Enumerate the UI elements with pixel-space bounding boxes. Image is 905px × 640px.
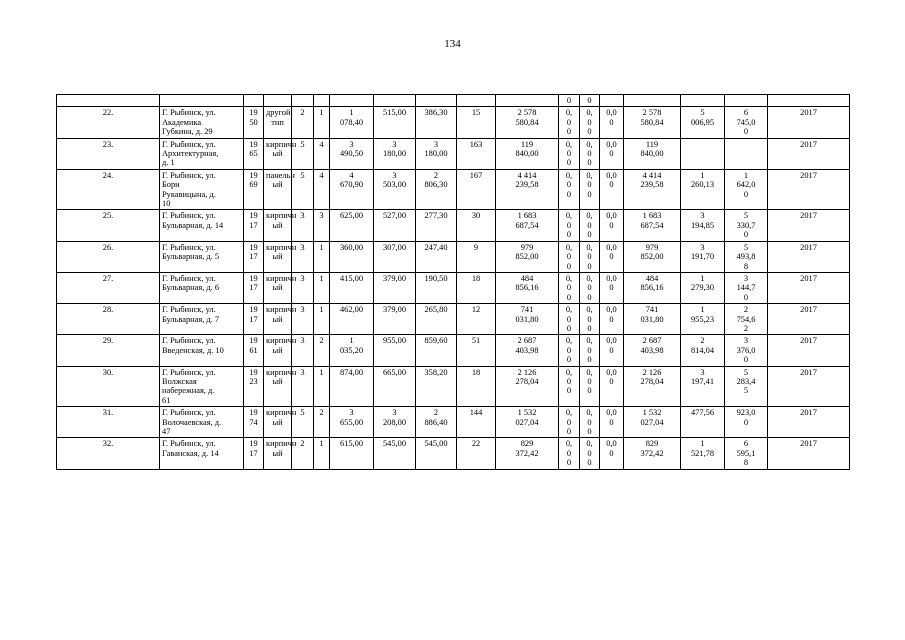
table-row-continued	[57, 95, 850, 107]
table-cell: 5 006,95	[681, 107, 725, 138]
table-cell: 2017	[768, 407, 850, 438]
table-cell: 3 376,0 0	[725, 335, 768, 366]
table-cell: 19 65	[244, 138, 264, 169]
table-cell: 0, 0 0	[559, 407, 580, 438]
table-cell: 19 69	[244, 169, 264, 210]
table-row	[57, 210, 850, 241]
table-cell: 4	[314, 138, 330, 169]
table-cell: 0, 0 0	[580, 210, 600, 241]
table-cell: 2017	[768, 169, 850, 210]
table-cell: 741 031,80	[496, 304, 559, 335]
table-cell: 1	[314, 438, 330, 469]
table-cell	[292, 95, 314, 107]
table-cell: 19 23	[244, 366, 264, 407]
table-cell: 741 031,80	[624, 304, 681, 335]
table-cell: 545,00	[416, 438, 457, 469]
table-cell: 1 955,23	[681, 304, 725, 335]
table-cell: 0, 0 0	[580, 272, 600, 303]
table-cell: 3	[292, 272, 314, 303]
table-cell: 3	[292, 241, 314, 272]
table-cell: 979 852,00	[624, 241, 681, 272]
table-cell: 2 814,04	[681, 335, 725, 366]
table-cell: Г. Рыбинск, ул. Волжская набережная, д. 61	[160, 366, 244, 407]
table-cell: 358,20	[416, 366, 457, 407]
table-cell: 2017	[768, 241, 850, 272]
table-cell: 0, 0 0	[580, 335, 600, 366]
table-cell: 18	[457, 272, 496, 303]
table-cell: 2 126 278,04	[624, 366, 681, 407]
table-cell: 23.	[57, 138, 160, 169]
table-cell: 19 17	[244, 272, 264, 303]
table-cell: 307,00	[374, 241, 416, 272]
table-cell: 2017	[768, 304, 850, 335]
table-cell: 3 191,70	[681, 241, 725, 272]
table-cell: 2 687 403,98	[624, 335, 681, 366]
table-cell: 19 61	[244, 335, 264, 366]
table-cell: 31.	[57, 407, 160, 438]
table-cell: 119 840,00	[624, 138, 681, 169]
table-cell: 167	[457, 169, 496, 210]
table-cell: 0,0 0	[600, 210, 624, 241]
table-cell: Г. Рыбинск, ул. Архитектурная, д. 1	[160, 138, 244, 169]
table-row	[57, 272, 850, 303]
table-row	[57, 304, 850, 335]
table-cell: 2017	[768, 366, 850, 407]
table-cell: 0, 0 0	[559, 210, 580, 241]
table-cell: кирпичн ый	[264, 335, 292, 366]
table-cell: 3	[292, 304, 314, 335]
table-cell: Г. Рыбинск, ул. Введенская, д. 10	[160, 335, 244, 366]
table-cell: 19 17	[244, 438, 264, 469]
table-cell: 1 279,30	[681, 272, 725, 303]
table-cell	[725, 95, 768, 107]
table-cell	[416, 95, 457, 107]
table-cell: Г. Рыбинск, ул. Гаванская, д. 14	[160, 438, 244, 469]
table-cell: 3 180,00	[374, 138, 416, 169]
table-cell: 955,00	[374, 335, 416, 366]
table-cell: 19 74	[244, 407, 264, 438]
table-cell: 190,50	[416, 272, 457, 303]
table-cell: 27.	[57, 272, 160, 303]
table-cell	[244, 95, 264, 107]
table-cell: 1 642,0 0	[725, 169, 768, 210]
table-row	[57, 241, 850, 272]
table-cell: 923,0 0	[725, 407, 768, 438]
table-cell: 163	[457, 138, 496, 169]
table-cell	[681, 95, 725, 107]
table-cell: 484 856,16	[496, 272, 559, 303]
table-cell	[768, 95, 850, 107]
table-cell: 874,00	[330, 366, 374, 407]
table-cell: 2 806,30	[416, 169, 457, 210]
table-cell: 0, 0 0	[559, 241, 580, 272]
table-cell: 0,0 0	[600, 241, 624, 272]
table-cell	[330, 95, 374, 107]
table-cell: 0, 0 0	[580, 241, 600, 272]
table-cell: 6 745,0 0	[725, 107, 768, 138]
table-cell: 2017	[768, 138, 850, 169]
table-cell: 0, 0 0	[559, 169, 580, 210]
table-cell: 3 503,00	[374, 169, 416, 210]
table-cell: 19 17	[244, 304, 264, 335]
table-row	[57, 138, 850, 169]
table-cell: Г. Рыбинск, ул. Бульварная, д. 7	[160, 304, 244, 335]
table-cell: кирпичн ый	[264, 138, 292, 169]
table-cell: 1 521,78	[681, 438, 725, 469]
table-cell: 0, 0 0	[580, 138, 600, 169]
table-cell: Г. Рыбинск, ул. Бульварная, д. 6	[160, 272, 244, 303]
table-cell: 4 670,90	[330, 169, 374, 210]
table-cell: 19 17	[244, 210, 264, 241]
table-cell: 0,0 0	[600, 107, 624, 138]
table-cell: 2	[314, 407, 330, 438]
table-cell: 515,00	[374, 107, 416, 138]
table-cell: 5	[292, 169, 314, 210]
table-cell	[725, 138, 768, 169]
table-cell: 0, 0 0	[580, 304, 600, 335]
table-cell: кирпичн ый	[264, 366, 292, 407]
table-cell: 379,00	[374, 272, 416, 303]
table-cell: кирпичн ый	[264, 407, 292, 438]
table-cell	[57, 95, 160, 107]
table-cell	[314, 95, 330, 107]
table-cell: 30.	[57, 366, 160, 407]
table-cell: 24.	[57, 169, 160, 210]
table-cell: 484 856,16	[624, 272, 681, 303]
table-cell: 30	[457, 210, 496, 241]
table-cell: кирпичн ый	[264, 272, 292, 303]
table-cell: 2017	[768, 438, 850, 469]
table-cell: 18	[457, 366, 496, 407]
table-cell: 379,00	[374, 304, 416, 335]
table-cell: 2 126 278,04	[496, 366, 559, 407]
table-cell: 829 372,42	[496, 438, 559, 469]
table-cell: 360,00	[330, 241, 374, 272]
table-cell: 3 180,00	[416, 138, 457, 169]
table-cell: 1 078,40	[330, 107, 374, 138]
table-cell	[160, 95, 244, 107]
table-cell: 527,00	[374, 210, 416, 241]
table-cell: 0, 0 0	[559, 438, 580, 469]
table-cell: 2	[292, 107, 314, 138]
table-cell: 3 144,7 0	[725, 272, 768, 303]
table-cell: 5 283,4 5	[725, 366, 768, 407]
table-cell: 3	[314, 210, 330, 241]
table-cell: 5 330,7 0	[725, 210, 768, 241]
table-cell: 2 578 580,84	[496, 107, 559, 138]
table-cell: 28.	[57, 304, 160, 335]
table-cell	[600, 95, 624, 107]
table-cell: 3 194,85	[681, 210, 725, 241]
table-cell: 0	[580, 95, 600, 107]
table-cell: 1 683 687,54	[624, 210, 681, 241]
table-cell: 0,0 0	[600, 138, 624, 169]
table-row	[57, 335, 850, 366]
table-cell	[374, 95, 416, 107]
table-cell: 2017	[768, 272, 850, 303]
table-cell: 625,00	[330, 210, 374, 241]
table-cell: 144	[457, 407, 496, 438]
table-cell: 5	[292, 407, 314, 438]
table-cell: Г. Рыбинск, ул. Волочаевская, д. 47	[160, 407, 244, 438]
table-cell: 3	[292, 335, 314, 366]
table-cell: 6 595,1 8	[725, 438, 768, 469]
table-cell: 0	[559, 95, 580, 107]
table-cell: 1	[314, 304, 330, 335]
table-cell: 3 197,41	[681, 366, 725, 407]
table-cell: 545,00	[374, 438, 416, 469]
table-cell: 247,40	[416, 241, 457, 272]
table-cell: 32.	[57, 438, 160, 469]
table-row	[57, 366, 850, 407]
table-cell	[496, 95, 559, 107]
table-cell: 9	[457, 241, 496, 272]
table-cell: Г. Рыбинск, ул. Бори Рукавицына, д. 10	[160, 169, 244, 210]
table-cell: 477,56	[681, 407, 725, 438]
table-cell: 859,60	[416, 335, 457, 366]
table-cell: 0, 0 0	[580, 107, 600, 138]
table-row	[57, 107, 850, 138]
table-cell: 665,00	[374, 366, 416, 407]
table-cell: 4 414 239,58	[496, 169, 559, 210]
table-cell	[681, 138, 725, 169]
table-cell: 1	[314, 366, 330, 407]
table-cell: 0, 0 0	[559, 366, 580, 407]
table-cell: панельн ый	[264, 169, 292, 210]
table-cell: 265,80	[416, 304, 457, 335]
table-cell: 3	[292, 210, 314, 241]
table-cell: 0, 0 0	[559, 272, 580, 303]
table-cell: кирпичн ый	[264, 438, 292, 469]
table-cell: 979 852,00	[496, 241, 559, 272]
table-cell: 119 840,00	[496, 138, 559, 169]
table-cell: 462,00	[330, 304, 374, 335]
table-cell: 1	[314, 107, 330, 138]
table-cell: 19 17	[244, 241, 264, 272]
table-cell: 0,0 0	[600, 304, 624, 335]
table-cell: кирпичн ый	[264, 241, 292, 272]
table-cell: 2	[292, 438, 314, 469]
table-cell: 1 532 027,04	[496, 407, 559, 438]
table-cell: 2 687 403,98	[496, 335, 559, 366]
table-cell: 386,30	[416, 107, 457, 138]
table-cell: 5 493,8 8	[725, 241, 768, 272]
table-cell: 22	[457, 438, 496, 469]
table-cell: 0, 0 0	[559, 138, 580, 169]
table-cell: другой тип	[264, 107, 292, 138]
table-cell	[624, 95, 681, 107]
table-cell: 2 886,40	[416, 407, 457, 438]
table-cell: 12	[457, 304, 496, 335]
table-cell: Г. Рыбинск, ул. Академика Губкина, д. 29	[160, 107, 244, 138]
table-cell: 1	[314, 272, 330, 303]
table-cell: 277,30	[416, 210, 457, 241]
table-cell: 4 414 239,58	[624, 169, 681, 210]
table-cell: 26.	[57, 241, 160, 272]
table-cell: 2 578 580,84	[624, 107, 681, 138]
table-cell: 0,0 0	[600, 407, 624, 438]
table-cell: кирпичн ый	[264, 304, 292, 335]
table-cell: 2	[314, 335, 330, 366]
table-cell: 22.	[57, 107, 160, 138]
table-cell: 3 208,00	[374, 407, 416, 438]
table-cell: 0, 0 0	[559, 107, 580, 138]
table-row	[57, 407, 850, 438]
table-cell	[264, 95, 292, 107]
table-cell: 2017	[768, 335, 850, 366]
table-cell: 3 490,50	[330, 138, 374, 169]
table-cell: 0,0 0	[600, 438, 624, 469]
table-cell: 1 035,20	[330, 335, 374, 366]
table-cell: Г. Рыбинск, ул. Бульварная, д. 5	[160, 241, 244, 272]
table-cell: 15	[457, 107, 496, 138]
table-cell: 0,0 0	[600, 335, 624, 366]
table-cell: 3	[292, 366, 314, 407]
table-cell: 25.	[57, 210, 160, 241]
table-cell: 29.	[57, 335, 160, 366]
table-cell: 0, 0 0	[559, 335, 580, 366]
housing-table	[56, 94, 850, 470]
table-cell: 1	[314, 241, 330, 272]
table-cell: 829 372,42	[624, 438, 681, 469]
page-number: 134	[444, 38, 461, 50]
table-cell: 0, 0 0	[559, 304, 580, 335]
table-cell: 0,0 0	[600, 169, 624, 210]
table-cell: 1 683 687,54	[496, 210, 559, 241]
table-cell	[457, 95, 496, 107]
table-cell: 415,00	[330, 272, 374, 303]
table-cell: 0,0 0	[600, 272, 624, 303]
table-row	[57, 169, 850, 210]
table-cell: 2017	[768, 210, 850, 241]
table-cell: 0, 0 0	[580, 366, 600, 407]
table-cell: кирпичн ый	[264, 210, 292, 241]
table-cell: 51	[457, 335, 496, 366]
table-cell: 0, 0 0	[580, 407, 600, 438]
table-cell: 19 50	[244, 107, 264, 138]
table-row	[57, 438, 850, 469]
table-cell: 3 655,00	[330, 407, 374, 438]
table-cell: 1 532 027,04	[624, 407, 681, 438]
table-cell: 0,0 0	[600, 366, 624, 407]
table-cell: Г. Рыбинск, ул. Бульварная, д. 14	[160, 210, 244, 241]
table-cell: 1 260,13	[681, 169, 725, 210]
table-cell: 5	[292, 138, 314, 169]
table-cell: 615,00	[330, 438, 374, 469]
table-cell: 2017	[768, 107, 850, 138]
table-cell: 0, 0 0	[580, 438, 600, 469]
table-cell: 2 754,6 2	[725, 304, 768, 335]
table-cell: 0, 0 0	[580, 169, 600, 210]
table-cell: 4	[314, 169, 330, 210]
